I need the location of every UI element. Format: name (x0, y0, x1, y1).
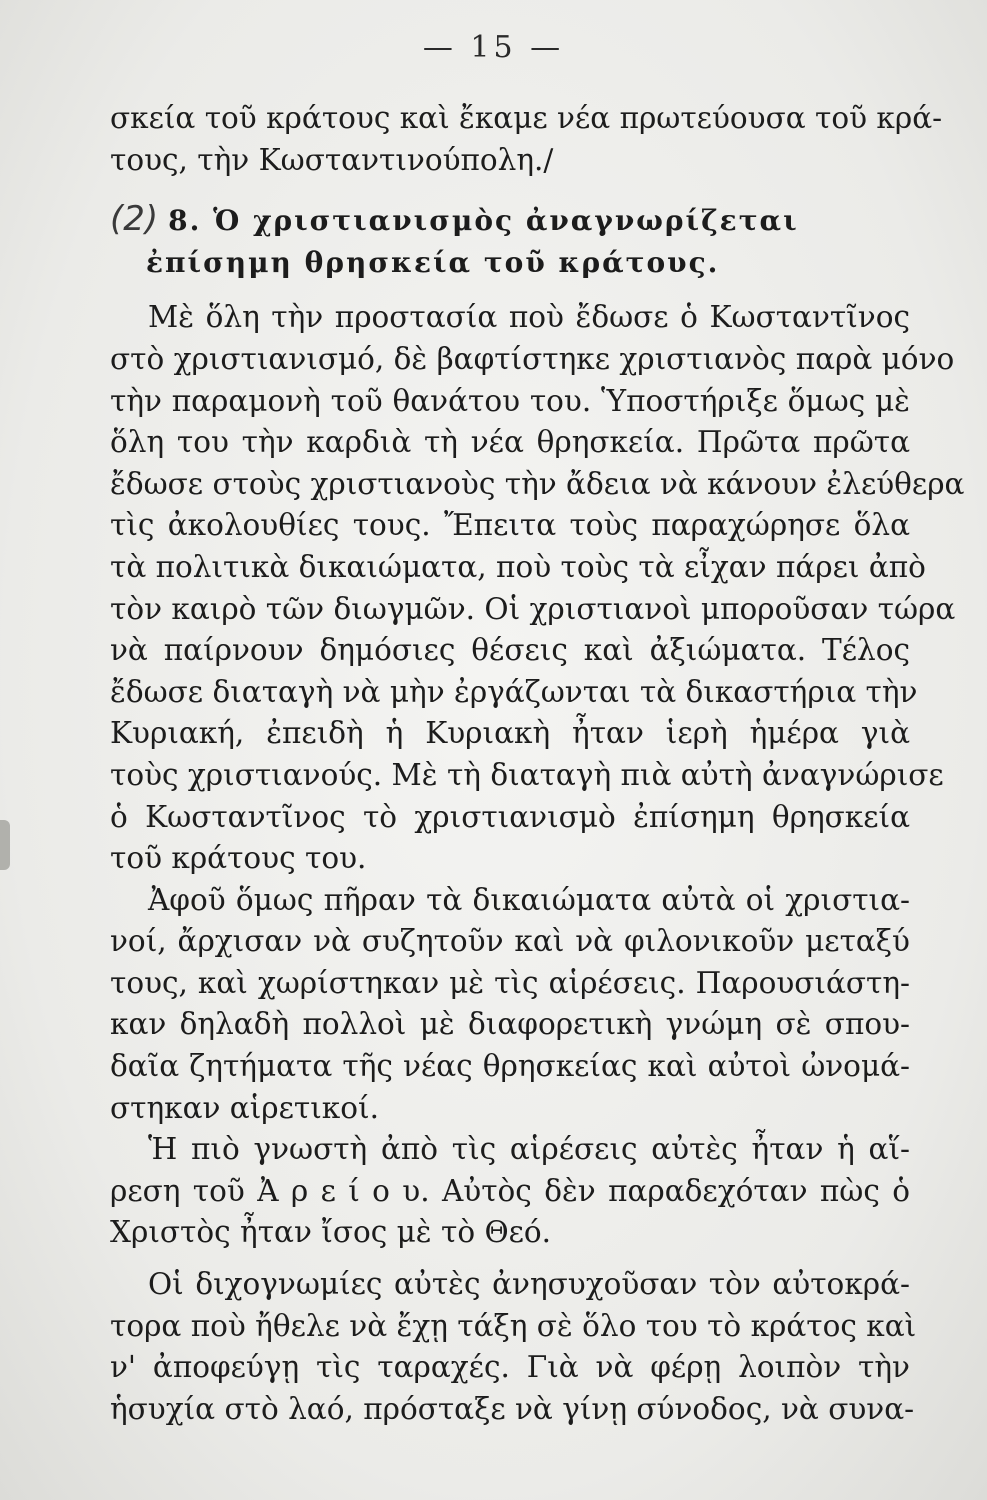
text-line: τους, καὶ χωρίστηκαν μὲ τὶς αἱρέσεις. Παρουσιάστη- (110, 965, 910, 1000)
paragraph-1 (110, 297, 965, 879)
section-title: 8. Ὁ χριστιανισμὸς ἀναγνωρίζεται (168, 204, 799, 238)
text-line: Κυριακή, ἐπειδὴ ἡ Κυριακὴ ἦταν ἱερὴ ἡμέρα γιὰ (110, 716, 910, 751)
text-line: τους, τὴν Κωσταντινούπολη./ (110, 142, 554, 177)
paragraph-4 (110, 1264, 917, 1430)
text-line: Χριστὸς ἦταν ἴσος μὲ τὸ Θεό. (110, 1215, 552, 1250)
text-line: ὁ Κωσταντῖνος τὸ χριστιανισμὸ ἐπίσημη θρησκεία (110, 799, 910, 834)
binding-edge-mark (0, 820, 10, 870)
text-line: Οἱ διχογνωμίες αὐτὲς ἀνησυχοῦσαν τὸν αὐτοκρά- (148, 1267, 910, 1302)
text-line: τὶς ἀκολουθίες τους. Ἔπειτα τοὺς παραχώρησε ὅλα (110, 508, 910, 543)
text-line: τὸν καιρὸ τῶν διωγμῶν. Οἱ χριστιανοὶ μποροῦσαν τώρα (110, 591, 956, 626)
text-line: ἔδωσε στοὺς χριστιανοὺς τὴν ἄδεια νὰ κάνουν ἐλεύθερα (110, 466, 965, 501)
text-line: τοὺς χριστιανούς. Μὲ τὴ διαταγὴ πιὰ αὐτὴ ἀναγνώρισε (110, 757, 944, 792)
page-body (110, 98, 965, 1430)
handwritten-annotation: (2) (110, 199, 159, 240)
text-line: ν' ἀποφεύγῃ τὶς ταραχές. Γιὰ νὰ φέρῃ λοιπὸν τὴν (110, 1350, 910, 1385)
text-line: νοί, ἄρχισαν νὰ συζητοῦν καὶ νὰ φιλονικοῦν μεταξύ (110, 924, 910, 959)
text-line: στηκαν αἱρετικοί. (110, 1090, 379, 1125)
section-heading (110, 199, 910, 283)
page-number: — 15 — (422, 30, 565, 65)
text-line: τὰ πολιτικὰ δικαιώματα, ποὺ τοὺς τὰ εἶχαν πάρει ἀπὸ (110, 549, 926, 584)
text-line: ἔδωσε διαταγὴ νὰ μὴν ἐργάζωνται τὰ δικαστήρια τὴν (110, 674, 918, 709)
section-heading-line-2: ἐπίσημη θρησκεία τοῦ κράτους. (146, 245, 720, 279)
text-line: στὸ χριστιανισμό, δὲ βαφτίστηκε χριστιανὸς παρὰ μόνο (110, 341, 955, 376)
text-line: σκεία τοῦ κράτους καὶ ἔκαμε νέα πρωτεύουσα τοῦ κρά- (110, 101, 943, 135)
text-line: τὴν παραμονὴ τοῦ θανάτου του. Ὑποστήριξε ὅμως μὲ (110, 383, 910, 418)
paragraph-2 (110, 880, 910, 1130)
text-line: νὰ παίρνουν δημόσιες θέσεις καὶ ἀξιώματα. Τέλος (110, 633, 910, 668)
text-line: ρεση τοῦ Ἀ ρ ε ί ο υ. Αὐτὸς δὲν παραδεχόταν πὼς ὁ (110, 1173, 910, 1208)
text-line: ἡσυχία στὸ λαό, πρόσταξε νὰ γίνῃ σύνοδος, νὰ συνα- (110, 1391, 915, 1426)
text-line: δαῖα ζητήματα τῆς νέας θρησκείας καὶ αὐτοὶ ὠνομά- (110, 1049, 910, 1084)
text-line: καν δηλαδὴ πολλοὶ μὲ διαφορετικὴ γνώμη σὲ σπου- (110, 1007, 910, 1042)
text-line: Ἀφοῦ ὅμως πῆραν τὰ δικαιώματα αὐτὰ οἱ χριστια- (148, 882, 910, 917)
text-line: ὅλη του τὴν καρδιὰ τὴ νέα θρησκεία. Πρῶτα πρῶτα (110, 425, 910, 460)
paragraph-3 (110, 1129, 910, 1254)
text-line: τορα ποὺ ἤθελε νὰ ἔχῃ τάξη σὲ ὅλο του τὸ κράτος καὶ (110, 1308, 917, 1343)
text-line: Μὲ ὅλη τὴν προστασία ποὺ ἔδωσε ὁ Κωσταντῖνος (148, 300, 910, 335)
section-heading-line-1 (110, 199, 910, 242)
text-line: τοῦ κράτους του. (110, 841, 367, 876)
text-line: Ἡ πιὸ γνωστὴ ἀπὸ τὶς αἱρέσεις αὐτὲς ἦταν ἡ αἵ- (148, 1132, 910, 1167)
